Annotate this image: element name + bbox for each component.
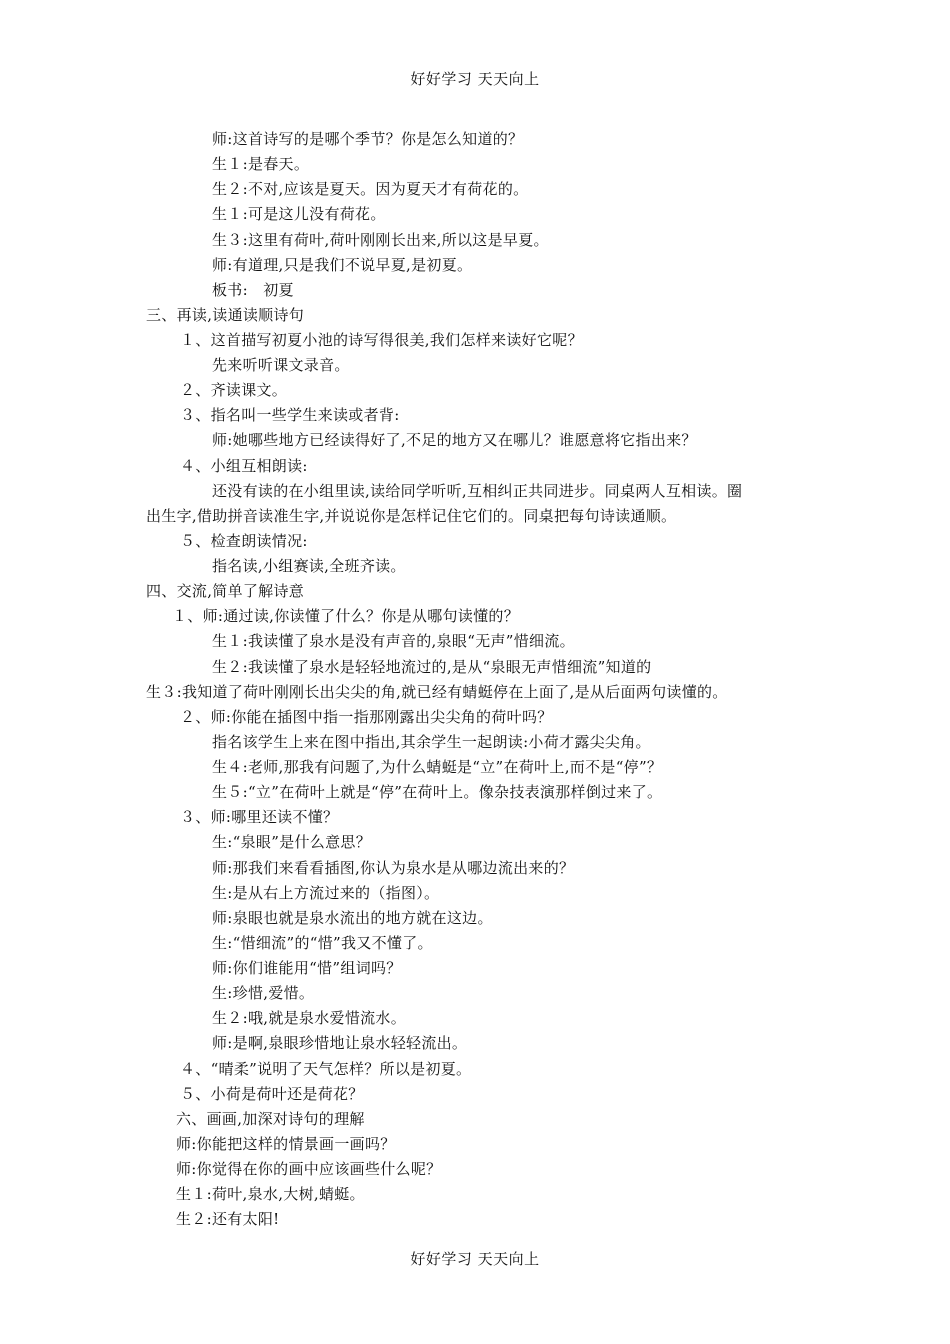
- text-line: 师:这首诗写的是哪个季节？你是怎么知道的？: [212, 130, 524, 148]
- text-line: ３、师:哪里还读不懂？: [180, 808, 339, 826]
- text-line: ２、齐读课文。: [180, 381, 288, 399]
- text-line: 板书: 初夏: [212, 281, 294, 299]
- text-line: 师:那我们来看看插图,你认为泉水是从哪边流出来的？: [212, 859, 575, 877]
- text-line: ２、师:你能在插图中指一指那刚露出尖尖角的荷叶吗？: [180, 708, 553, 726]
- text-line: 师:泉眼也就是泉水流出的地方就在这边。: [212, 909, 493, 927]
- text-line: 先来听听课文录音。: [212, 356, 350, 374]
- section-heading: 六、画画,加深对诗句的理解: [176, 1110, 365, 1128]
- text-line: 生１:可是这儿没有荷花。: [212, 205, 386, 223]
- text-line: 出生字,借助拼音读准生字,并说说你是怎样记住它们的。同桌把每句诗读通顺。: [146, 507, 677, 525]
- text-line: ５、检查朗读情况:: [180, 532, 308, 550]
- text-line: 师:你能把这样的情景画一画吗？: [176, 1135, 396, 1153]
- text-line: １、这首描写初夏小池的诗写得很美,我们怎样来读好它呢？: [180, 331, 583, 349]
- text-line: ４、“晴柔”说明了天气怎样？所以是初夏。: [180, 1060, 472, 1078]
- text-line: 师:是啊,泉眼珍惜地让泉水轻轻流出。: [212, 1034, 468, 1052]
- page-footer: 好好学习 天天向上: [410, 1250, 540, 1268]
- text-line: 生１:我读懂了泉水是没有声音的,泉眼“无声”惜细流。: [212, 632, 575, 650]
- text-line: 还没有读的在小组里读,读给同学听听,互相纠正共同进步。同桌两人互相读。圈: [212, 482, 743, 500]
- section-heading: 三、再读,读通读顺诗句: [146, 306, 305, 324]
- text-line: 生:珍惜,爱惜。: [212, 984, 315, 1002]
- text-line: 生４:老师,那我有问题了,为什么蜻蜓是“立”在荷叶上,而不是“停”？: [212, 758, 663, 776]
- text-line: 师:她哪些地方已经读得好了,不足的地方又在哪儿？谁愿意将它指出来？: [212, 431, 697, 449]
- text-line: １、师:通过读,你读懂了什么？你是从哪句读懂的？: [172, 607, 520, 625]
- text-line: 生１:是春天。: [212, 155, 310, 173]
- text-line: 生:“泉眼”是什么意思？: [212, 833, 371, 851]
- text-line: 生:“惜细流”的“惜”我又不懂了。: [212, 934, 433, 952]
- text-line: 生５:“立”在荷叶上就是“停”在荷叶上。像杂技表演那样倒过来了。: [212, 783, 663, 801]
- text-line: 生３:我知道了荷叶刚刚长出尖尖的角,就已经有蜻蜓停在上面了,是从后面两句读懂的。: [146, 683, 728, 701]
- text-line: 生２:哦,就是泉水爱惜流水。: [212, 1009, 407, 1027]
- page-header: 好好学习 天天向上: [410, 70, 540, 88]
- text-line: 生２:我读懂了泉水是轻轻地流过的,是从“泉眼无声惜细流”知道的: [212, 658, 652, 676]
- text-line: ５、小荷是荷叶还是荷花？: [180, 1085, 364, 1103]
- text-line: 师:你觉得在你的画中应该画些什么呢？: [176, 1160, 442, 1178]
- text-line: ３、指名叫一些学生来读或者背:: [180, 406, 400, 424]
- text-line: 生３:这里有荷叶,荷叶刚刚长出来,所以这是早夏。: [212, 231, 549, 249]
- text-line: 师:有道理,只是我们不说早夏,是初夏。: [212, 256, 473, 274]
- text-line: ４、小组互相朗读:: [180, 457, 308, 475]
- text-line: 生２:还有太阳!: [176, 1210, 280, 1228]
- text-line: 师:你们谁能用“惜”组词吗？: [212, 959, 402, 977]
- text-line: 生１:荷叶,泉水,大树,蜻蜓。: [176, 1185, 365, 1203]
- text-line: 生:是从右上方流过来的（指图）。: [212, 884, 440, 902]
- section-heading: 四、交流,简单了解诗意: [146, 582, 305, 600]
- text-line: 指名读,小组赛读,全班齐读。: [212, 557, 406, 575]
- text-line: 指名该学生上来在图中指出,其余学生一起朗读:小荷才露尖尖角。: [212, 733, 651, 751]
- text-line: 生２:不对,应该是夏天。因为夏天才有荷花的。: [212, 180, 529, 198]
